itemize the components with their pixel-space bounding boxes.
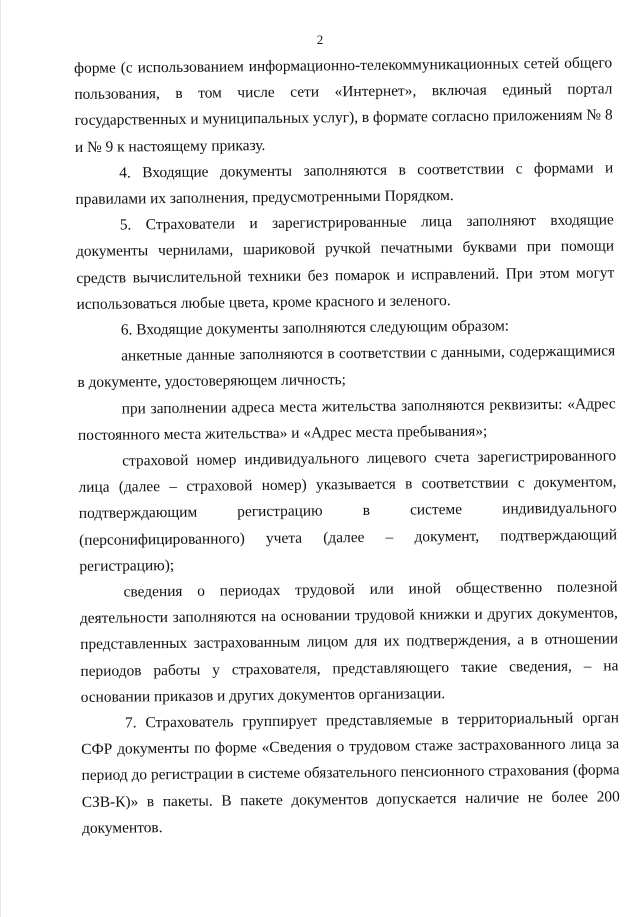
- paragraph-4: 4. Входящие документы заполняются в соответствии с формами и правилами их заполнения, предусмотренными Порядком.: [75, 159, 614, 209]
- paragraph-5: 5. Страхователи и зарегистрированные лица заполняют входящие документы чернилами, шариковой ручкой печатными буквами при помощи средств вычислительной техники без помарок и исправлений. При этом могут использоваться любые цвета, кроме красного и зеленого.: [75, 211, 615, 313]
- document-body: [74, 50, 620, 842]
- paragraph-6-item-insurance-number: страховой номер индивидуального лицевого счета зарегистрированного лица (далее – страховой номер) указывается в соответствии с документом, подтверждающим регистрацию в системе индивидуального (персонифицированного) учета (далее – документ, подтверждающий регистрацию);: [78, 447, 618, 575]
- paragraph-6: 6. Входящие документы заполняются следующим образом:: [120, 317, 510, 339]
- paragraph-6-item-work-periods: сведения о периодах трудовой или иной общественно полезной деятельности заполняются на основании трудовой книжки и других документов, представленных застрахованным лицом для их подтверждения, а в отношении периодов работы у страхователя, представляющего такие сведения, – на основании приказов и других документов организации.: [79, 578, 619, 706]
- scan-edge: [0, 0, 1, 917]
- paragraph-6-item-address: при заполнении адреса места жительства заполняются реквизиты: «Адрес постоянного места жительства» и «Адрес места пребывания»;: [77, 394, 616, 444]
- paragraph-6-item-personal-data: анкетные данные заполняются в соответствии с данными, содержащимися в документе, удостоверяющем личность;: [77, 342, 616, 392]
- paragraph-7: 7. Страхователь группирует представляемые в территориальный орган СФР документы по форме «Сведения о трудовом стаже застрахованного лица за период до регистрации в системе обязательного пенсионного страхования (форма СЗВ-К)» в пакеты. В пакете документов допускается наличие не более 200 документов.: [81, 709, 620, 837]
- page-number: 2: [316, 32, 324, 47]
- paragraph-continuation: форме (с использованием информационно-телекоммуникационных сетей общего пользования, в том числе сети «Интернет», включая единый портал государственных и муниципальных услуг), в формате согласно приложениям № 8 и № 9 к настоящему приказу.: [74, 54, 613, 156]
